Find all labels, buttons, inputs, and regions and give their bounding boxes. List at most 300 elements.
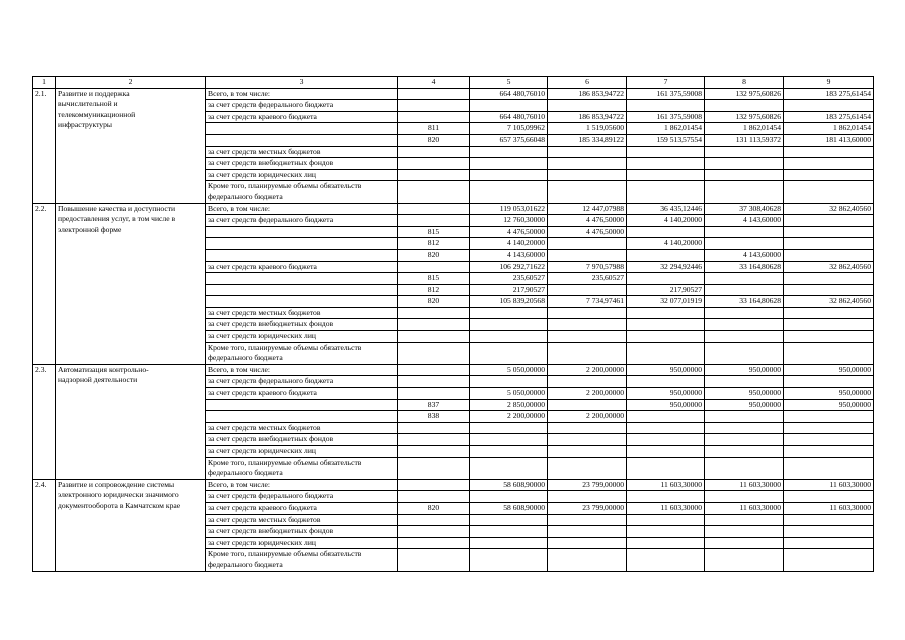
amount-cell: [784, 457, 874, 479]
amount-cell: [548, 158, 627, 170]
amount-cell: [627, 537, 705, 549]
amount-cell: [548, 342, 627, 364]
amount-cell: 11 603,30000: [705, 502, 784, 514]
funding-source-label: за счет средств федерального бюджета: [206, 376, 398, 388]
amount-cell: [784, 273, 874, 285]
section-title: [56, 479, 206, 571]
amount-cell: [470, 100, 548, 112]
amount-cell: 105 839,20568: [470, 296, 548, 308]
amount-cell: 7 105,09962: [470, 123, 548, 135]
amount-cell: [548, 238, 627, 250]
funding-source-label: за счет средств краевого бюджета: [206, 111, 398, 123]
amount-cell: [784, 100, 874, 112]
amount-cell: [627, 411, 705, 423]
amount-cell: [705, 526, 784, 538]
funding-source-label: за счет средств федерального бюджета: [206, 215, 398, 227]
budget-code: [398, 388, 470, 400]
funding-source-label: Кроме того, планируемые объемы обязательств федерального бюджета: [206, 549, 398, 571]
section-title: [56, 364, 206, 479]
section-title: [56, 88, 206, 203]
amount-cell: 23 799,00000: [548, 502, 627, 514]
amount-cell: [784, 411, 874, 423]
funding-source-label: за счет средств краевого бюджета: [206, 388, 398, 400]
amount-cell: [470, 446, 548, 458]
column-number: 8: [705, 77, 784, 89]
amount-cell: 950,00000: [627, 399, 705, 411]
amount-cell: [470, 181, 548, 203]
budget-code: [398, 364, 470, 376]
budget-code: [398, 111, 470, 123]
amount-cell: [627, 526, 705, 538]
amount-cell: 132 975,60826: [705, 111, 784, 123]
amount-cell: [705, 226, 784, 238]
budget-code: [398, 446, 470, 458]
amount-cell: [705, 181, 784, 203]
amount-cell: [705, 537, 784, 549]
budget-code: [398, 261, 470, 273]
funding-source-label: за счет средств внебюджетных фондов: [206, 158, 398, 170]
funding-source-label: за счет средств краевого бюджета: [206, 502, 398, 514]
amount-cell: 33 164,80628: [705, 296, 784, 308]
amount-cell: 181 413,60000: [784, 134, 874, 146]
amount-cell: [627, 457, 705, 479]
amount-cell: 11 603,30000: [784, 502, 874, 514]
amount-cell: 159 513,57554: [627, 134, 705, 146]
amount-cell: 161 375,59008: [627, 88, 705, 100]
amount-cell: [548, 491, 627, 503]
amount-cell: [705, 422, 784, 434]
amount-cell: [705, 376, 784, 388]
section-title-line: телекоммуникационной: [58, 109, 136, 119]
amount-cell: 11 603,30000: [784, 479, 874, 491]
amount-cell: 950,00000: [705, 399, 784, 411]
amount-cell: 2 200,00000: [548, 388, 627, 400]
amount-cell: [470, 549, 548, 571]
amount-cell: [705, 331, 784, 343]
amount-cell: [705, 411, 784, 423]
amount-cell: [627, 249, 705, 261]
amount-cell: [627, 549, 705, 571]
amount-cell: [705, 319, 784, 331]
amount-cell: [548, 537, 627, 549]
amount-cell: 664 480,76010: [470, 111, 548, 123]
column-number: 9: [784, 77, 874, 89]
amount-cell: [705, 457, 784, 479]
section-number: 2.2.: [33, 203, 56, 364]
funding-source-label: Всего, в том числе:: [206, 479, 398, 491]
amount-cell: [784, 181, 874, 203]
amount-cell: 1 519,05600: [548, 123, 627, 135]
amount-cell: [627, 434, 705, 446]
amount-cell: 4 476,50000: [548, 215, 627, 227]
section-title-line: Повышение качества и доступности: [58, 203, 176, 213]
budget-code: [398, 342, 470, 364]
amount-cell: 106 292,71622: [470, 261, 548, 273]
budget-code: 820: [398, 296, 470, 308]
amount-cell: [784, 342, 874, 364]
section-title-line: вычислительной и: [58, 99, 118, 109]
amount-cell: [470, 514, 548, 526]
budget-code: [398, 549, 470, 571]
column-number: 4: [398, 77, 470, 89]
amount-cell: 4 143,60000: [470, 249, 548, 261]
amount-cell: [470, 422, 548, 434]
budget-code: [398, 491, 470, 503]
amount-cell: 2 200,00000: [470, 411, 548, 423]
amount-cell: 950,00000: [627, 364, 705, 376]
amount-cell: [548, 457, 627, 479]
table-body: [33, 77, 874, 572]
amount-cell: 4 140,20000: [627, 238, 705, 250]
amount-cell: 950,00000: [705, 388, 784, 400]
amount-cell: 32 294,92446: [627, 261, 705, 273]
funding-source-label: [206, 123, 398, 135]
amount-cell: [627, 226, 705, 238]
amount-cell: 132 975,60826: [705, 88, 784, 100]
table-row: [33, 479, 874, 491]
funding-source-label: Всего, в том числе:: [206, 364, 398, 376]
amount-cell: 4 140,20000: [470, 238, 548, 250]
amount-cell: [705, 238, 784, 250]
amount-cell: [705, 146, 784, 158]
amount-cell: 950,00000: [784, 364, 874, 376]
amount-cell: 183 275,61454: [784, 88, 874, 100]
funding-source-label: [206, 249, 398, 261]
amount-cell: [705, 342, 784, 364]
amount-cell: [470, 457, 548, 479]
amount-cell: 4 143,60000: [705, 215, 784, 227]
amount-cell: 36 435,12446: [627, 203, 705, 215]
amount-cell: [548, 249, 627, 261]
amount-cell: [784, 491, 874, 503]
column-number-header-row: [33, 77, 874, 89]
amount-cell: 161 375,59008: [627, 111, 705, 123]
budget-code: 820: [398, 249, 470, 261]
funding-source-label: за счет средств местных бюджетов: [206, 514, 398, 526]
amount-cell: 2 200,00000: [548, 364, 627, 376]
funding-source-label: за счет средств краевого бюджета: [206, 261, 398, 273]
amount-cell: [470, 158, 548, 170]
funding-source-label: за счет средств юридических лиц: [206, 446, 398, 458]
section-title: [56, 203, 206, 364]
amount-cell: [705, 307, 784, 319]
budget-code: [398, 526, 470, 538]
amount-cell: 950,00000: [627, 388, 705, 400]
section-title-line: надзорной деятельности: [58, 375, 138, 385]
table-row: [33, 88, 874, 100]
amount-cell: [627, 307, 705, 319]
funding-source-label: за счет средств внебюджетных фондов: [206, 434, 398, 446]
amount-cell: [784, 514, 874, 526]
amount-cell: 33 164,80628: [705, 261, 784, 273]
amount-cell: 235,60527: [470, 273, 548, 285]
budget-code: [398, 376, 470, 388]
amount-cell: 950,00000: [784, 399, 874, 411]
amount-cell: [784, 537, 874, 549]
amount-cell: 4 476,50000: [548, 226, 627, 238]
amount-cell: 664 480,76010: [470, 88, 548, 100]
amount-cell: 58 608,90000: [470, 479, 548, 491]
budget-code: 811: [398, 123, 470, 135]
amount-cell: 58 608,90000: [470, 502, 548, 514]
amount-cell: [627, 422, 705, 434]
funding-source-label: [206, 399, 398, 411]
amount-cell: [548, 319, 627, 331]
budget-code: [398, 331, 470, 343]
amount-cell: 32 862,40560: [784, 261, 874, 273]
budget-code: 837: [398, 399, 470, 411]
amount-cell: [627, 491, 705, 503]
budget-code: 820: [398, 502, 470, 514]
budget-code: [398, 537, 470, 549]
amount-cell: [784, 158, 874, 170]
amount-cell: 186 853,94722: [548, 111, 627, 123]
amount-cell: [784, 146, 874, 158]
column-number: 6: [548, 77, 627, 89]
amount-cell: [548, 526, 627, 538]
funding-source-label: за счет средств юридических лиц: [206, 331, 398, 343]
amount-cell: [548, 514, 627, 526]
funding-source-label: Всего, в том числе:: [206, 88, 398, 100]
amount-cell: 32 862,40560: [784, 296, 874, 308]
amount-cell: [784, 215, 874, 227]
funding-source-label: Кроме того, планируемые объемы обязательств федерального бюджета: [206, 181, 398, 203]
amount-cell: [784, 319, 874, 331]
budget-code: 820: [398, 134, 470, 146]
amount-cell: [705, 549, 784, 571]
amount-cell: [705, 169, 784, 181]
budget-code: [398, 434, 470, 446]
amount-cell: [784, 249, 874, 261]
amount-cell: 11 603,30000: [705, 479, 784, 491]
budget-code: [398, 88, 470, 100]
budget-code: [398, 319, 470, 331]
amount-cell: [784, 434, 874, 446]
funding-source-label: [206, 296, 398, 308]
amount-cell: [548, 549, 627, 571]
table-row: [33, 364, 874, 376]
amount-cell: 657 375,66048: [470, 134, 548, 146]
amount-cell: [627, 146, 705, 158]
section-title-line: электронной форме: [58, 224, 122, 234]
amount-cell: [784, 526, 874, 538]
funding-source-label: за счет средств юридических лиц: [206, 169, 398, 181]
budget-code: 812: [398, 238, 470, 250]
amount-cell: 32 862,40560: [784, 203, 874, 215]
amount-cell: [705, 284, 784, 296]
amount-cell: [705, 100, 784, 112]
funding-source-label: [206, 273, 398, 285]
funding-source-label: [206, 284, 398, 296]
amount-cell: [784, 422, 874, 434]
amount-cell: [470, 319, 548, 331]
amount-cell: 11 603,30000: [627, 479, 705, 491]
budget-code: [398, 215, 470, 227]
section-title-line: Автоматизация контрольно-: [58, 364, 149, 374]
table-row: [33, 203, 874, 215]
program-funding-table: [32, 76, 874, 572]
amount-cell: [548, 307, 627, 319]
amount-cell: 131 113,59372: [705, 134, 784, 146]
amount-cell: 4 143,60000: [705, 249, 784, 261]
amount-cell: 23 799,00000: [548, 479, 627, 491]
amount-cell: [470, 434, 548, 446]
section-title-line: электронного юридически значимого: [58, 490, 179, 500]
section-title-line: документооборота в Камчатском крае: [58, 500, 181, 510]
amount-cell: [784, 549, 874, 571]
amount-cell: [548, 446, 627, 458]
amount-cell: 1 862,01454: [627, 123, 705, 135]
funding-source-label: за счет средств внебюджетных фондов: [206, 319, 398, 331]
amount-cell: [470, 526, 548, 538]
budget-code: 815: [398, 273, 470, 285]
amount-cell: [705, 491, 784, 503]
section-number: 2.1.: [33, 88, 56, 203]
budget-code: [398, 100, 470, 112]
amount-cell: [784, 446, 874, 458]
section-title-line: предоставления услуг, в том числе в: [58, 214, 176, 224]
amount-cell: [470, 537, 548, 549]
amount-cell: [627, 331, 705, 343]
amount-cell: [705, 514, 784, 526]
amount-cell: [548, 331, 627, 343]
budget-code: 838: [398, 411, 470, 423]
amount-cell: 950,00000: [784, 388, 874, 400]
funding-source-label: Кроме того, планируемые объемы обязательств федерального бюджета: [206, 457, 398, 479]
section-title-line: инфраструктуры: [58, 120, 112, 130]
amount-cell: [627, 342, 705, 364]
amount-cell: [627, 376, 705, 388]
amount-cell: 5 050,00000: [470, 388, 548, 400]
funding-source-label: Кроме того, планируемые объемы обязательств федерального бюджета: [206, 342, 398, 364]
budget-code: [398, 158, 470, 170]
amount-cell: 7 734,97461: [548, 296, 627, 308]
amount-cell: [470, 342, 548, 364]
budget-code: [398, 203, 470, 215]
funding-source-label: [206, 238, 398, 250]
amount-cell: [784, 226, 874, 238]
funding-source-label: за счет средств федерального бюджета: [206, 491, 398, 503]
amount-cell: [548, 422, 627, 434]
funding-source-label: [206, 226, 398, 238]
amount-cell: [548, 169, 627, 181]
budget-code: [398, 146, 470, 158]
amount-cell: [470, 376, 548, 388]
column-number: 3: [206, 77, 398, 89]
amount-cell: [627, 514, 705, 526]
amount-cell: 217,90527: [627, 284, 705, 296]
amount-cell: [784, 307, 874, 319]
funding-source-label: за счет средств местных бюджетов: [206, 422, 398, 434]
budget-code: [398, 457, 470, 479]
amount-cell: 2 200,00000: [548, 411, 627, 423]
amount-cell: 12 760,30000: [470, 215, 548, 227]
budget-code: [398, 422, 470, 434]
amount-cell: 186 853,94722: [548, 88, 627, 100]
amount-cell: 217,90527: [470, 284, 548, 296]
amount-cell: [470, 307, 548, 319]
amount-cell: [705, 158, 784, 170]
funding-source-label: за счет средств местных бюджетов: [206, 307, 398, 319]
budget-code: 815: [398, 226, 470, 238]
amount-cell: 183 275,61454: [784, 111, 874, 123]
amount-cell: 185 334,89122: [548, 134, 627, 146]
amount-cell: 32 077,01919: [627, 296, 705, 308]
funding-source-label: за счет средств внебюджетных фондов: [206, 526, 398, 538]
section-number: 2.4.: [33, 479, 56, 571]
funding-source-label: за счет средств федерального бюджета: [206, 100, 398, 112]
amount-cell: 5 050,00000: [470, 364, 548, 376]
section-number: 2.3.: [33, 364, 56, 479]
amount-cell: [784, 331, 874, 343]
budget-code: [398, 307, 470, 319]
amount-cell: 950,00000: [705, 364, 784, 376]
budget-code: [398, 514, 470, 526]
amount-cell: [470, 331, 548, 343]
budget-code: [398, 169, 470, 181]
amount-cell: 1 862,01454: [705, 123, 784, 135]
amount-cell: [548, 376, 627, 388]
column-number: 1: [33, 77, 56, 89]
amount-cell: [627, 100, 705, 112]
funding-source-label: за счет средств местных бюджетов: [206, 146, 398, 158]
amount-cell: 12 447,07988: [548, 203, 627, 215]
amount-cell: [705, 446, 784, 458]
amount-cell: [627, 169, 705, 181]
funding-source-label: за счет средств юридических лиц: [206, 537, 398, 549]
amount-cell: [627, 181, 705, 203]
amount-cell: [470, 491, 548, 503]
amount-cell: [627, 158, 705, 170]
budget-code: [398, 479, 470, 491]
amount-cell: [470, 146, 548, 158]
amount-cell: 119 053,01622: [470, 203, 548, 215]
section-title-line: Развитие и поддержка: [58, 88, 130, 98]
amount-cell: [548, 434, 627, 446]
budget-code: 812: [398, 284, 470, 296]
amount-cell: [627, 446, 705, 458]
amount-cell: 2 850,00000: [470, 399, 548, 411]
amount-cell: [784, 284, 874, 296]
amount-cell: 1 862,01454: [784, 123, 874, 135]
amount-cell: 7 970,57988: [548, 261, 627, 273]
amount-cell: [548, 146, 627, 158]
funding-source-label: [206, 411, 398, 423]
amount-cell: 4 476,50000: [470, 226, 548, 238]
amount-cell: [784, 169, 874, 181]
column-number: 5: [470, 77, 548, 89]
amount-cell: [705, 273, 784, 285]
funding-source-label: [206, 134, 398, 146]
funding-source-label: Всего, в том числе:: [206, 203, 398, 215]
amount-cell: [627, 273, 705, 285]
amount-cell: [548, 100, 627, 112]
section-title-line: Развитие и сопровождение системы: [58, 479, 175, 489]
amount-cell: [784, 376, 874, 388]
budget-code: [398, 181, 470, 203]
amount-cell: 4 140,20000: [627, 215, 705, 227]
amount-cell: [548, 181, 627, 203]
amount-cell: 37 308,40628: [705, 203, 784, 215]
column-number: 2: [56, 77, 206, 89]
amount-cell: [627, 319, 705, 331]
amount-cell: [548, 399, 627, 411]
amount-cell: 11 603,30000: [627, 502, 705, 514]
amount-cell: [548, 284, 627, 296]
column-number: 7: [627, 77, 705, 89]
amount-cell: [784, 238, 874, 250]
amount-cell: 235,60527: [548, 273, 627, 285]
